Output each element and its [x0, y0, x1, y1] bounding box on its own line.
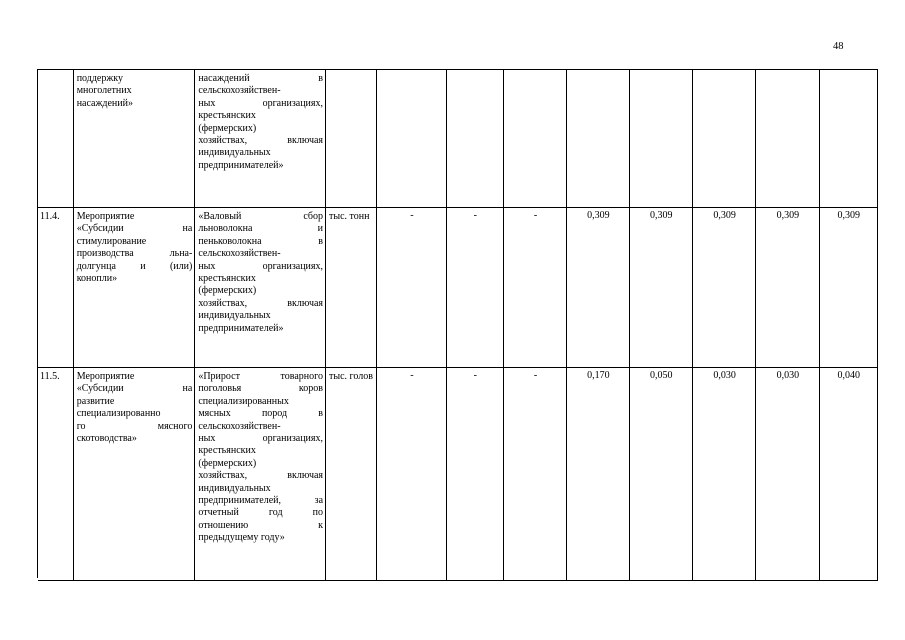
cell-text-line: индивидуальных [198, 147, 271, 159]
value-cell [567, 70, 629, 208]
row-number: 11.5. [38, 368, 73, 581]
unit-cell: тыс. голов [326, 368, 377, 581]
cell-text-line: конопли» [76, 273, 118, 285]
table-body [38, 70, 878, 581]
cell-text-line: сельскохозяйствен- [198, 85, 281, 97]
cell-text-line: «Прирост товарного [198, 371, 324, 382]
cell-text-line: Мероприятие [76, 371, 135, 382]
cell-text-line: специализированно [76, 408, 161, 420]
value-cell [756, 70, 819, 208]
value-cell [503, 70, 566, 208]
value-cell: 0,309 [692, 208, 755, 368]
cell-text-line: крестьянских [198, 273, 256, 285]
unit-cell [326, 70, 377, 208]
cell-text-line: индивидуальных [198, 310, 271, 322]
cell-text-line: «Субсидии на [76, 223, 193, 235]
cell-text-line: мясных пород в [198, 408, 324, 420]
cell-text-line: поголовья коров [198, 383, 324, 395]
cell-text-line: крестьянских [198, 445, 256, 457]
cell-text-line: хозяйствах, включая [198, 470, 324, 482]
cell-text-line: насаждений» [76, 97, 133, 109]
cell-text-line: скотоводства» [76, 433, 137, 445]
value-cell: - [377, 368, 446, 581]
value-cell: - [446, 208, 503, 368]
value-cell [692, 70, 755, 208]
indicator-cell [195, 70, 326, 208]
value-cell: 0,030 [692, 368, 755, 581]
cell-text-line: предпринимателей» [198, 322, 284, 334]
cell-text-line: хозяйствах, включая [198, 297, 324, 309]
cell-text-line: предыдущему году» [198, 532, 285, 544]
value-cell: 0,309 [756, 208, 819, 368]
value-cell [629, 70, 692, 208]
measures-table [38, 69, 878, 581]
cell-text-line: «Субсидии на [76, 383, 193, 395]
row-number: 11.4. [38, 208, 73, 368]
cell-text-line: многолетних [76, 85, 132, 97]
cell-text-line: стимулирование [76, 235, 147, 247]
value-cell: 0,309 [629, 208, 692, 368]
cell-text-line: производства льна- [76, 248, 193, 260]
cell-text-line: отчетный год по [198, 507, 324, 519]
cell-text-line: сельскохозяйствен- [198, 248, 281, 260]
cell-text-line: ных организациях, [198, 97, 324, 109]
value-cell: 0,040 [819, 368, 877, 581]
cell-text-line: предпринимателей» [198, 159, 284, 171]
value-cell: - [377, 208, 446, 368]
cell-text-line: льноволокна и [198, 223, 324, 235]
cell-text-line: (фермерских) [198, 122, 257, 134]
unit-cell: тыс. тонн [326, 208, 377, 368]
cell-text-line: насаждений в [198, 73, 324, 84]
cell-text-line: «Валовый сбор [198, 211, 324, 222]
value-cell: - [503, 368, 566, 581]
value-cell: 0,309 [819, 208, 877, 368]
cell-text-line: специализированных [198, 395, 289, 407]
cell-text-line: предпринимателей, за [198, 495, 324, 507]
cell-text-line: развитие [76, 395, 115, 407]
cell-text-line: долгунца и (или) [76, 260, 193, 272]
event-name-cell [73, 368, 195, 581]
cell-text-line: ных организациях, [198, 260, 324, 272]
row-number [38, 70, 73, 208]
cell-text-line: хозяйствах, включая [198, 135, 324, 147]
indicator-cell [195, 208, 326, 368]
cell-text-line: индивидуальных [198, 482, 271, 494]
cell-text-line: (фермерских) [198, 285, 257, 297]
value-cell: - [446, 368, 503, 581]
event-name-cell [73, 208, 195, 368]
value-cell: 0,030 [756, 368, 819, 581]
indicator-cell [195, 368, 326, 581]
cell-text-line: отношению к [198, 519, 324, 531]
table-row [38, 368, 878, 581]
value-cell [446, 70, 503, 208]
cell-text-line: крестьянских [198, 110, 256, 122]
cell-text-line: (фермерских) [198, 457, 257, 469]
value-cell: 0,309 [567, 208, 629, 368]
value-cell: 0,170 [567, 368, 629, 581]
value-cell: 0,050 [629, 368, 692, 581]
value-cell [377, 70, 446, 208]
table-row [38, 70, 878, 208]
cell-text-line: Мероприятие [76, 211, 135, 222]
cell-text-line: го мясного [76, 420, 193, 432]
cell-text-line: пеньковолокна в [198, 235, 324, 247]
cell-text-line: ных организациях, [198, 433, 324, 445]
cell-text-line: сельскохозяйствен- [198, 420, 281, 432]
cell-text-line: поддержку [76, 73, 123, 84]
value-cell [819, 70, 877, 208]
table-row [38, 208, 878, 368]
page-number: 48 [833, 41, 844, 52]
value-cell: - [503, 208, 566, 368]
event-name-cell [73, 70, 195, 208]
